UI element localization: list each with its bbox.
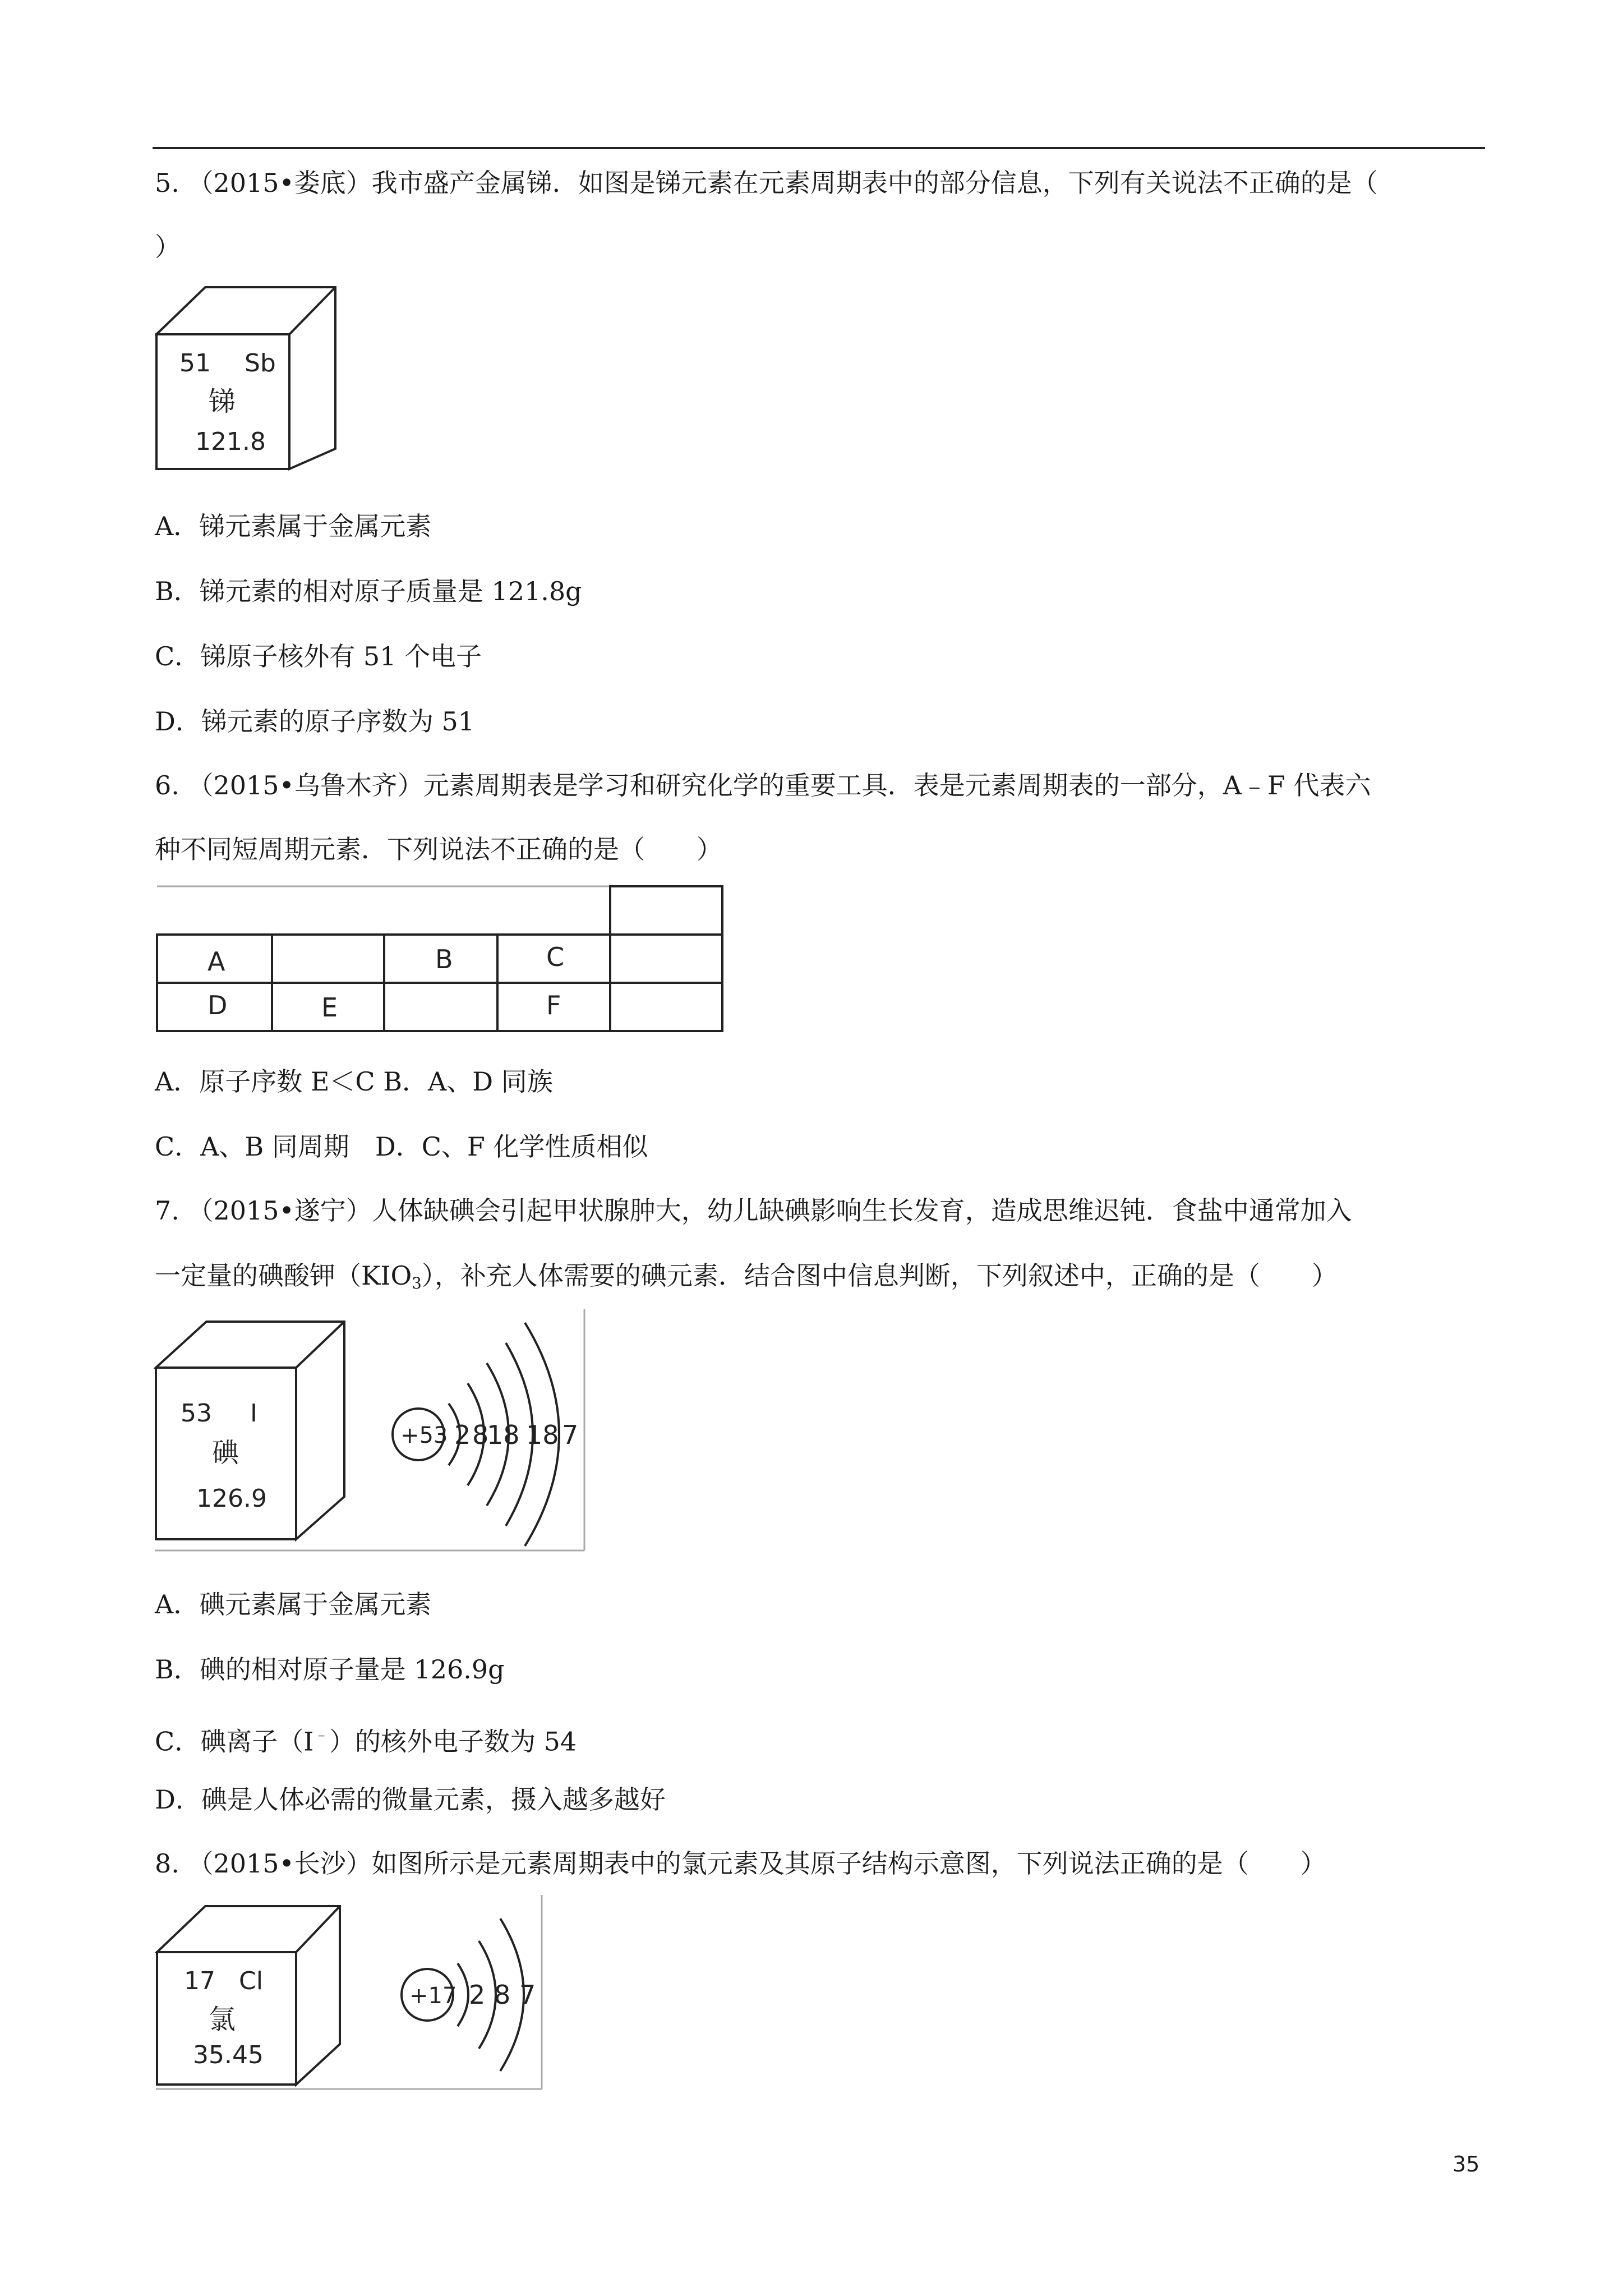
q5-option-b: B．锑元素的相对原子质量是 121.8g bbox=[155, 576, 582, 606]
q7-stem-line2-sub: 3 bbox=[412, 1273, 422, 1292]
q6-cell-e: E bbox=[321, 992, 338, 1023]
q8-element-symbol: Cl bbox=[239, 1967, 263, 1995]
q7-nucleus-charge: +53 bbox=[400, 1423, 448, 1448]
q7-option-c-post: ）的核外电子数为 54 bbox=[329, 1726, 577, 1757]
q8-nucleus-charge: +17 bbox=[409, 1983, 457, 2009]
q5-stem-line2: ） bbox=[155, 232, 181, 262]
q6-stem-line1: 6. （2015•乌鲁木齐）元素周期表是学习和研究化学的重要工具．表是元素周期表的一部分，A﹣F 代表六 bbox=[155, 770, 1371, 800]
q5-atomic-number: 51 bbox=[179, 349, 211, 378]
q8-shell-arc-1 bbox=[458, 1963, 468, 2026]
q5-element-name: 锑 bbox=[209, 386, 236, 417]
q6-table-svg bbox=[156, 884, 734, 1036]
q5-cube-svg bbox=[155, 280, 345, 471]
q5-option-a: A．锑元素属于金属元素 bbox=[155, 511, 432, 541]
q7-option-c bbox=[155, 1718, 577, 1758]
q8-stem-line1: 8. （2015•长沙）如图所示是元素周期表中的氯元素及其原子结构示意图，下列说法正确的是（ ） bbox=[155, 1848, 1326, 1879]
q7-shell-1: 2 bbox=[454, 1420, 471, 1450]
q7-atomic-number: 53 bbox=[181, 1399, 212, 1428]
q8-shell-3: 7 bbox=[519, 1980, 536, 2010]
q7-element-name: 碘 bbox=[212, 1437, 239, 1469]
q7-iodine-figure bbox=[154, 1309, 591, 1556]
header-rule bbox=[153, 147, 1485, 149]
q5-stem-line1: 5. （2015•娄底）我市盛产金属锑．如图是锑元素在元素周期表中的部分信息，下列有关说法不正确的是（ bbox=[155, 168, 1378, 198]
q6-options-ab: A．原子序数 E＜C B．A、D 同族 bbox=[155, 1066, 553, 1097]
q7-option-c-pre: C．碘离子（I bbox=[155, 1726, 314, 1757]
q7-option-b: B．碘的相对原子量是 126.9g bbox=[155, 1654, 505, 1685]
page-number: 35 bbox=[1453, 2152, 1480, 2177]
q8-atomic-mass: 35.45 bbox=[193, 2041, 264, 2069]
q5-atomic-mass: 121.8 bbox=[195, 427, 266, 456]
q5-element-symbol: Sb bbox=[245, 349, 276, 378]
q8-atomic-number: 17 bbox=[184, 1967, 215, 1995]
q8-figure-svg bbox=[155, 1895, 547, 2093]
q5-option-c: C．锑原子核外有 51 个电子 bbox=[155, 641, 482, 671]
q6-cell-d: D bbox=[208, 990, 228, 1020]
q6-cell-b: B bbox=[435, 944, 453, 974]
q7-option-d: D．碘是人体必需的微量元素，摄入越多越好 bbox=[155, 1784, 666, 1815]
q7-shell-3: 18 bbox=[487, 1420, 520, 1450]
q7-figure-svg bbox=[154, 1309, 591, 1554]
q7-stem-line2-post: ），补充人体需要的碘元素．结合图中信息判断，下列叙述中，正确的是（ ） bbox=[421, 1260, 1338, 1291]
q5-option-d: D．锑元素的原子序数为 51 bbox=[155, 706, 475, 737]
q7-option-c-sup: ﹣ bbox=[313, 1725, 329, 1743]
q6-cell-c: C bbox=[546, 942, 565, 972]
q6-options-cd: C．A、B 同周期 D．C、F 化学性质相似 bbox=[155, 1131, 648, 1162]
q8-element-name: 氯 bbox=[209, 2004, 236, 2035]
q7-shell-4: 18 bbox=[526, 1420, 559, 1450]
q7-stem-line2-pre: 一定量的碘酸钾（KIO bbox=[155, 1260, 412, 1291]
q6-cell-f: F bbox=[546, 990, 561, 1020]
q7-option-a: A．碘元素属于金属元素 bbox=[155, 1589, 432, 1619]
q7-shell-2: 8 bbox=[472, 1420, 489, 1450]
q5-element-cell-figure bbox=[155, 280, 345, 473]
q7-atomic-mass: 126.9 bbox=[196, 1484, 267, 1513]
q8-chlorine-figure bbox=[155, 1895, 547, 2096]
q6-periodic-table-figure bbox=[156, 884, 734, 1038]
q8-shell-2: 8 bbox=[494, 1980, 511, 2010]
q7-shell-5: 7 bbox=[562, 1420, 579, 1450]
q7-element-symbol: I bbox=[250, 1399, 257, 1428]
q7-stem-line2 bbox=[155, 1259, 1338, 1300]
q7-stem-line1: 7. （2015•遂宁）人体缺碘会引起甲状腺肿大，幼儿缺碘影响生长发育，造成思维迟钝．食盐中通常加入 bbox=[155, 1195, 1352, 1226]
q8-shell-1: 2 bbox=[469, 1980, 486, 2010]
q6-stem-line2: 种不同短周期元素．下列说法不正确的是（ ） bbox=[155, 834, 722, 864]
q6-cell-a: A bbox=[208, 946, 225, 977]
